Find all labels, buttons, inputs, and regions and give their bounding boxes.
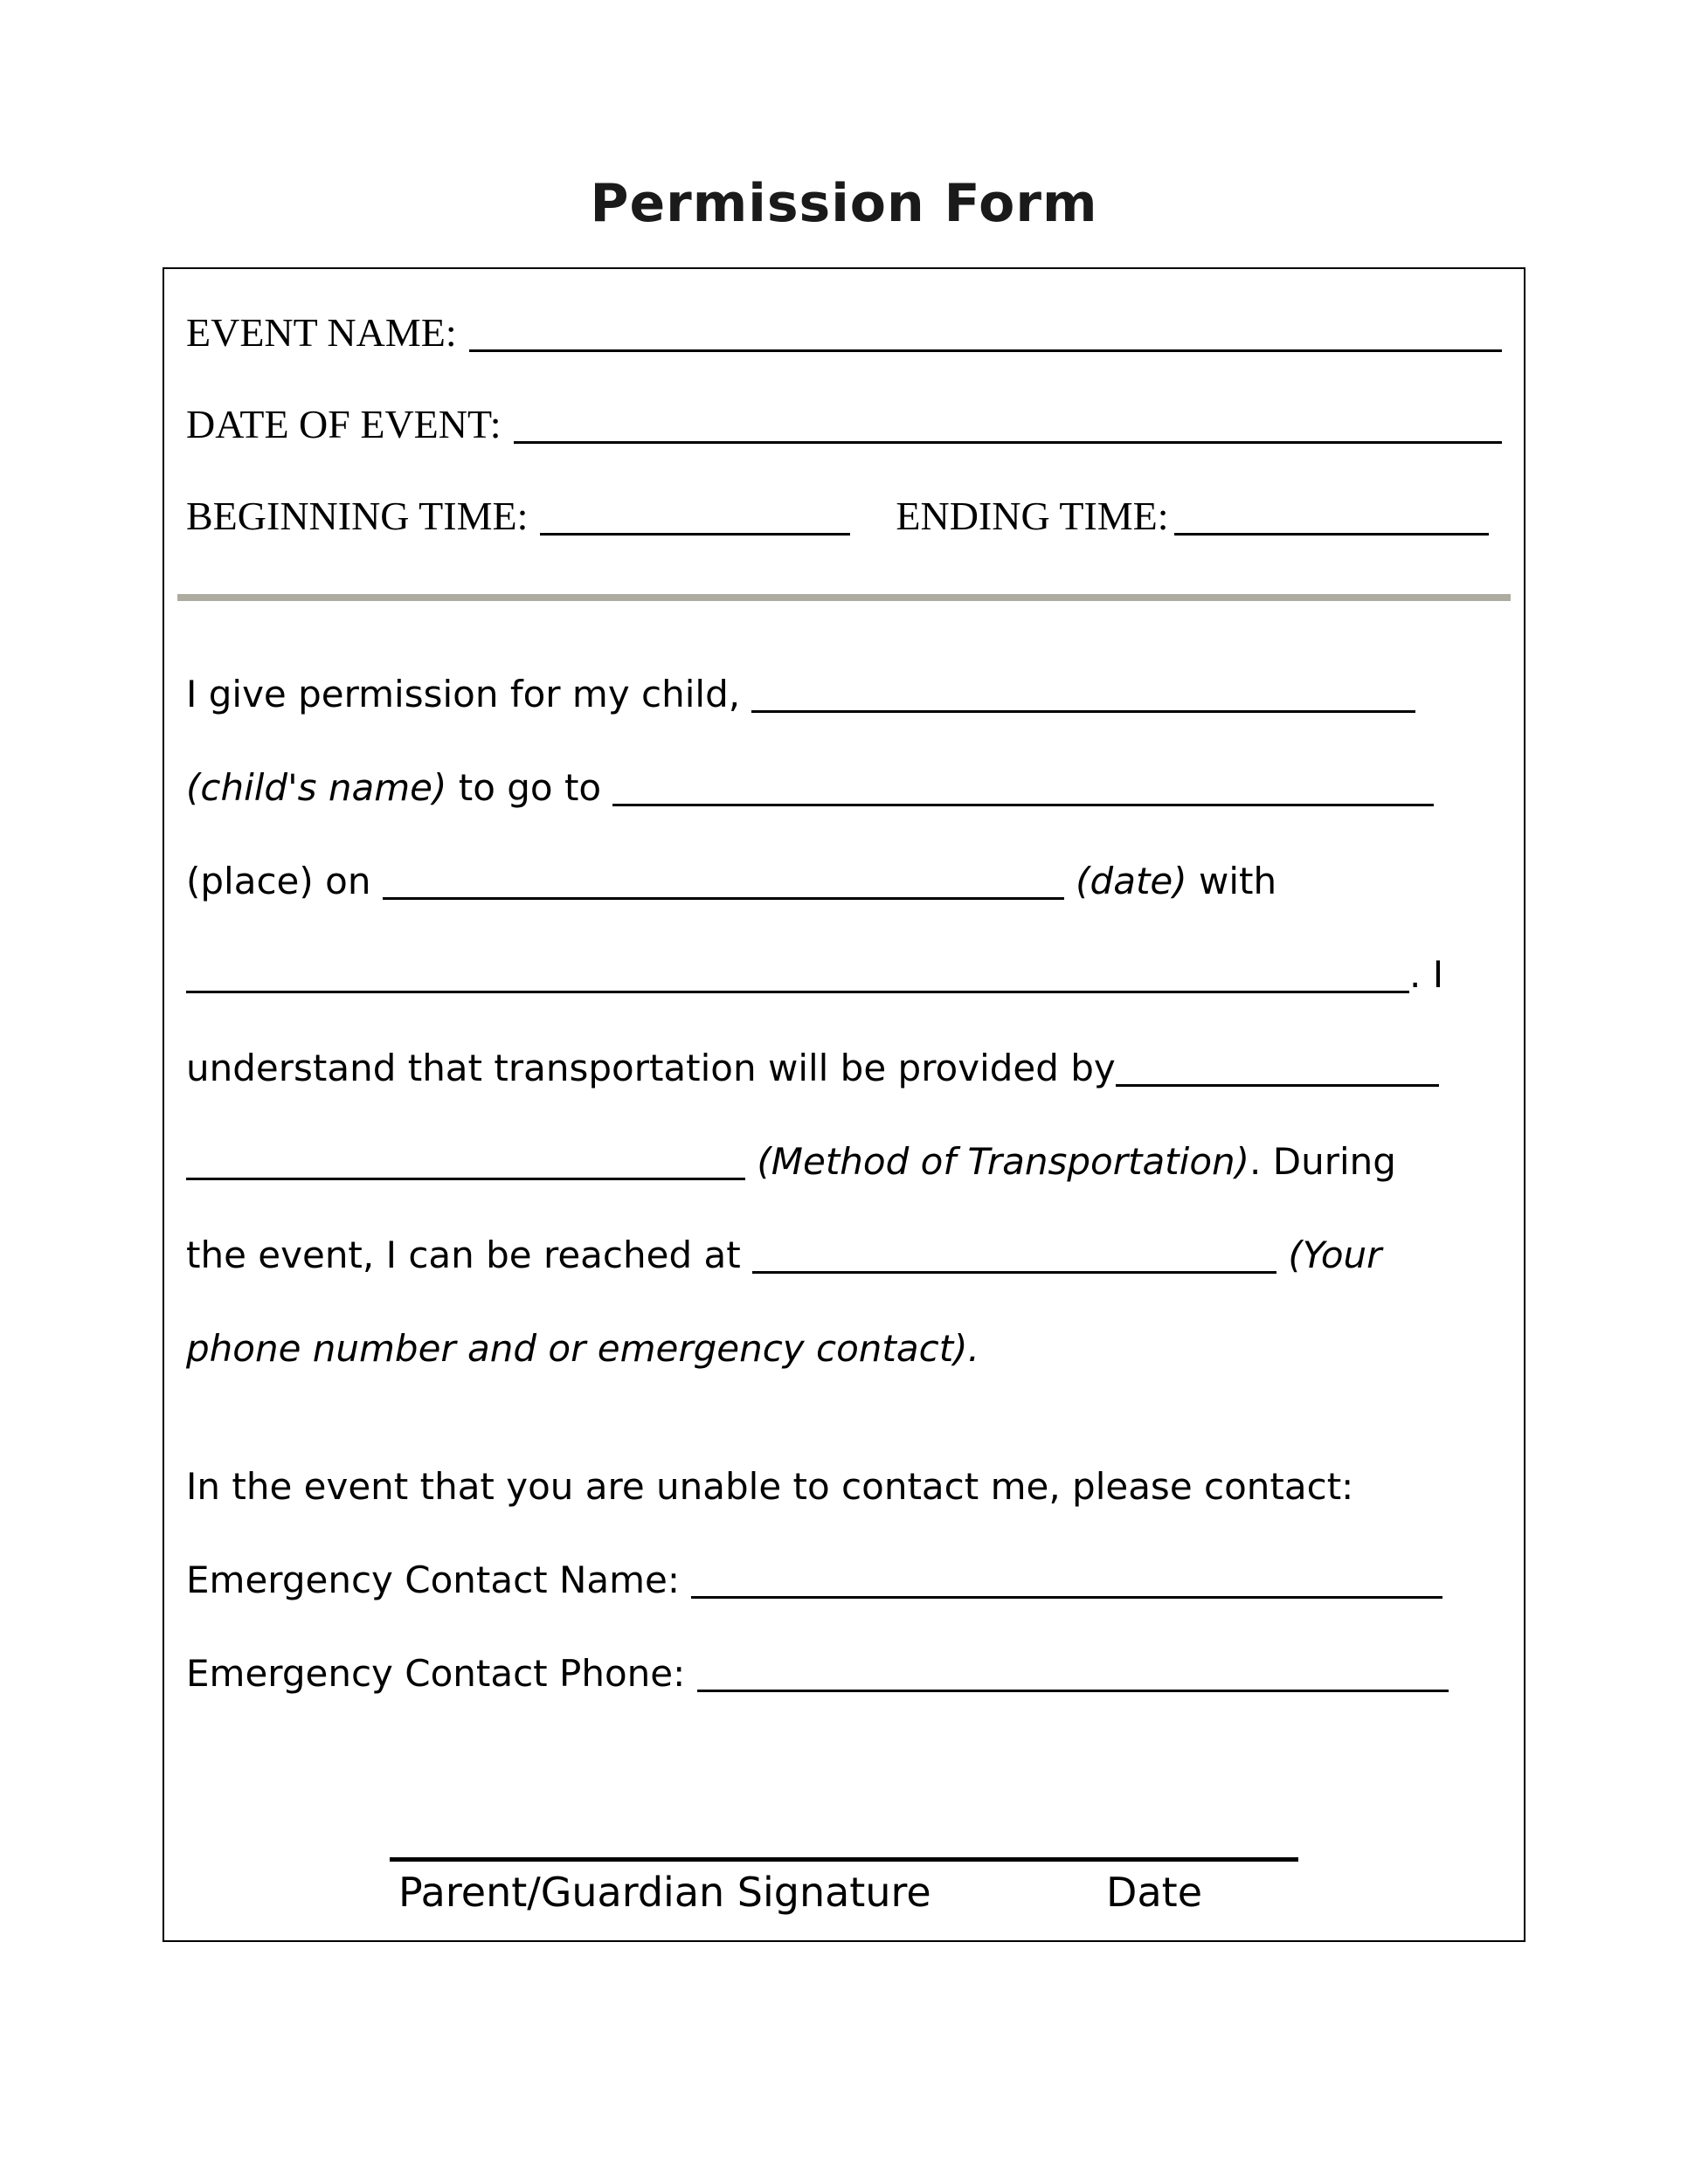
emergency-phone-blank-line [697, 1690, 1449, 1692]
event-name-blank-line [469, 349, 1502, 352]
method-of-transportation-hint: (Method of Transportation) [757, 1140, 1250, 1183]
section-divider [177, 594, 1511, 601]
emergency-name-blank-line [691, 1596, 1442, 1599]
date-label: Date [1106, 1869, 1202, 1916]
body-line-3-text: (place) on [186, 860, 371, 902]
chaperone-blank-line [186, 991, 1409, 993]
your-phone-hint-start: (Your [1288, 1234, 1382, 1276]
date-of-event-row [186, 378, 1502, 470]
emergency-name-label: Emergency Contact Name: [186, 1559, 681, 1601]
transportation-blank-line-1 [1116, 1084, 1439, 1087]
date-of-event-blank-line [514, 441, 1502, 444]
body-line-4-suffix: . I [1409, 953, 1444, 996]
phone-blank-line [752, 1271, 1276, 1274]
emergency-phone-label: Emergency Contact Phone: [186, 1652, 686, 1695]
event-name-label: EVENT NAME: [186, 310, 457, 355]
emergency-name-row [186, 1533, 1502, 1627]
child-name-hint: (child's name) [186, 766, 447, 809]
permission-paragraph [186, 647, 1502, 1395]
place-blank-line [612, 804, 1434, 806]
contact-intro [186, 1440, 1502, 1533]
emergency-contact-section [186, 1440, 1502, 1720]
date-blank-line [383, 897, 1064, 900]
date-of-event-label: DATE OF EVENT: [186, 402, 502, 446]
beginning-time-label: BEGINNING TIME: [186, 494, 529, 538]
body-line-2 [186, 741, 1502, 834]
body-line-6 [186, 1115, 1502, 1208]
body-line-7-text: the event, I can be reached at [186, 1234, 741, 1276]
body-line-1-text: I give permission for my child, [186, 673, 741, 715]
body-line-3-suffix: with [1199, 860, 1277, 902]
ending-time-blank-line [1174, 533, 1489, 536]
child-name-blank-line [751, 710, 1415, 713]
signature-labels [390, 1865, 1298, 1919]
body-line-6-suffix: . During [1249, 1140, 1396, 1183]
transportation-blank-line-2 [186, 1178, 745, 1180]
beginning-time-blank-line [540, 533, 850, 536]
body-line-4 [186, 928, 1502, 1021]
times-row [186, 470, 1502, 562]
signature-line [390, 1857, 1298, 1862]
contact-intro-text: In the event that you are unable to contact me, please contact: [186, 1465, 1354, 1508]
event-name-row [186, 287, 1502, 378]
page-title: Permission Form [590, 173, 1098, 234]
body-line-3 [186, 834, 1502, 928]
body-line-1 [186, 647, 1502, 741]
body-line-2-text: to go to [458, 766, 602, 809]
form-box [163, 267, 1525, 1942]
your-phone-hint-end: phone number and or emergency contact). [186, 1327, 979, 1370]
ending-time-label: ENDING TIME: [896, 494, 1169, 538]
body-line-5-text: understand that transportation will be provided by [186, 1047, 1116, 1089]
signature-block [390, 1857, 1298, 1919]
parent-guardian-signature-label: Parent/Guardian Signature [398, 1869, 931, 1916]
date-hint: (date) [1076, 860, 1187, 902]
body-line-5 [186, 1021, 1502, 1115]
emergency-phone-row [186, 1627, 1502, 1720]
body-line-7 [186, 1208, 1502, 1302]
body-line-8 [186, 1302, 1502, 1395]
